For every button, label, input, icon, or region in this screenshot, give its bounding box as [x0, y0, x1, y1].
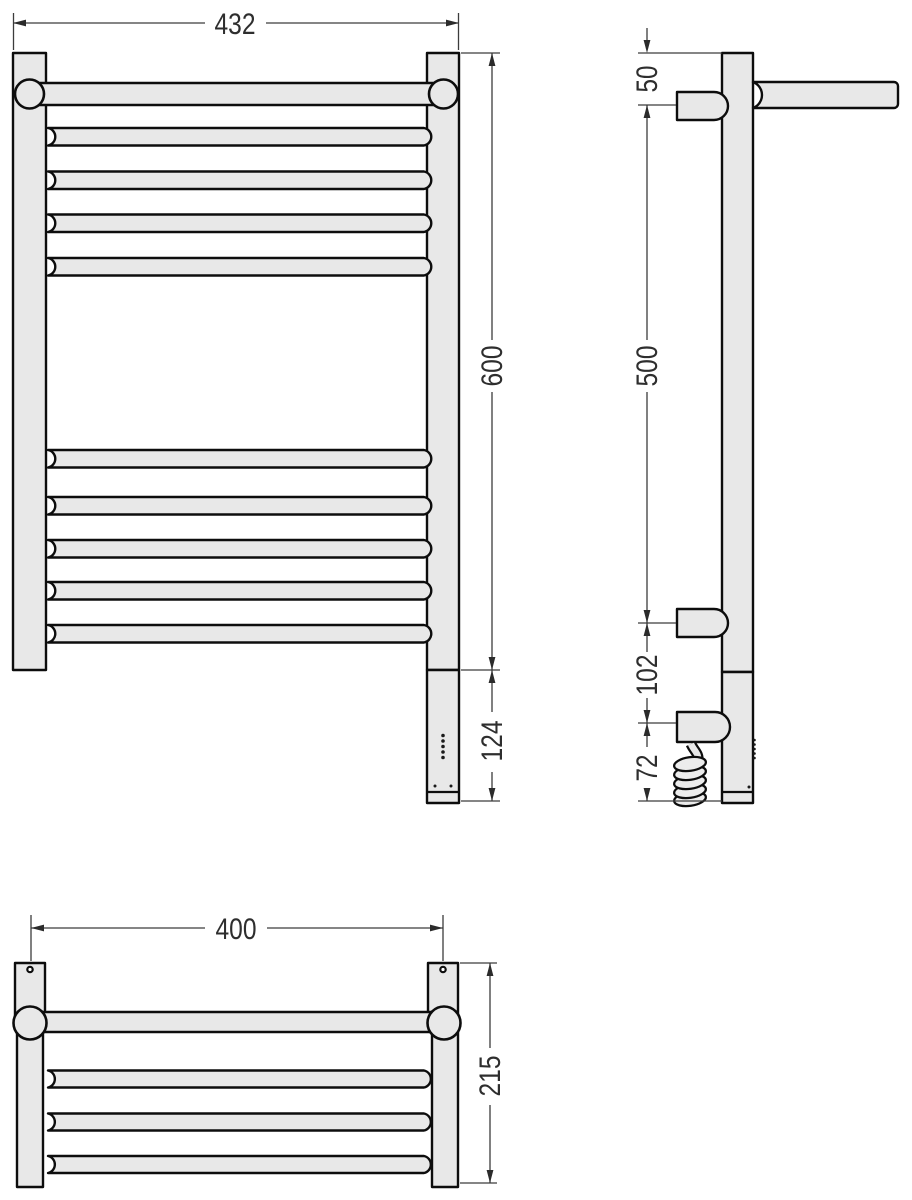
side-riser: [722, 53, 753, 672]
arrowhead: [489, 53, 496, 66]
housing-screw-dot: [450, 785, 453, 788]
arrowhead: [487, 963, 494, 976]
dimension-side-bracket-to-box: [631, 623, 676, 723]
side-top-wall-bracket: [677, 92, 728, 120]
side-bottom-wall-bracket: [677, 609, 728, 637]
rung: [48, 172, 431, 190]
rung: [48, 625, 431, 643]
front-view: [13, 53, 459, 803]
arrowhead: [644, 105, 651, 118]
top-view: [14, 963, 461, 1187]
dimension-top-mount-spacing: [31, 913, 443, 961]
rung: [48, 497, 431, 515]
arrowhead: [446, 20, 459, 27]
top-right-corner-joint: [428, 1007, 461, 1040]
rung: [48, 582, 431, 600]
dim-label-front-lower-section: 124: [475, 711, 509, 762]
dim-label-side-bracket-to-box: 102: [630, 645, 664, 696]
dim-label-top-depth: 215: [473, 1046, 507, 1097]
arrowhead: [13, 20, 26, 27]
dim-label-side-bracket-span: 500: [630, 336, 664, 387]
dim-label-front-height: 600: [475, 336, 509, 387]
dim-label-top-mount-spacing: 400: [215, 912, 257, 946]
spiral-cable: [673, 744, 707, 808]
arrowhead: [644, 710, 651, 723]
rung: [48, 1114, 431, 1131]
arrowhead: [489, 657, 496, 670]
housing-screw-dot: [434, 785, 437, 788]
dimension-top-depth: [460, 963, 507, 1183]
front-top-rail-left-joint: [15, 80, 44, 109]
arrowhead: [644, 610, 651, 623]
dim-label-side-top-to-bracket: 50: [630, 59, 664, 93]
rung: [48, 1071, 431, 1088]
dimension-side-bracket-span: [631, 105, 676, 623]
arrowhead: [644, 723, 651, 736]
rung: [48, 450, 431, 468]
side-screw-dot: [748, 786, 751, 789]
dim-label-side-box-to-cable-end: 72: [630, 748, 664, 782]
dim-label-front-width: 432: [214, 7, 256, 41]
arrowhead: [430, 925, 443, 932]
arrowhead: [644, 40, 651, 53]
front-rungs: [48, 128, 431, 643]
rung: [48, 128, 431, 146]
rung: [48, 215, 431, 233]
arrowhead: [489, 788, 496, 801]
arrowhead: [489, 670, 496, 683]
front-top-rail: [29, 83, 444, 105]
right-mount-hole: [440, 967, 445, 972]
rung: [48, 1156, 431, 1173]
front-top-rail-right-joint: [429, 80, 458, 109]
top-right-side-tube: [432, 1023, 458, 1187]
rung: [48, 540, 431, 558]
front-right-riser: [427, 53, 459, 670]
side-connection-box: [677, 712, 730, 742]
arrowhead: [487, 1170, 494, 1183]
arrowhead: [644, 788, 651, 801]
top-left-side-tube: [17, 1023, 43, 1187]
left-mount-hole: [27, 967, 32, 972]
dimension-front-height: [461, 53, 509, 670]
top-shelf-rungs: [48, 1071, 431, 1174]
side-shelf-rail: [753, 82, 898, 108]
arrowhead: [644, 623, 651, 636]
top-left-corner-joint: [14, 1007, 47, 1040]
side-view: [673, 53, 898, 808]
rung: [48, 258, 431, 276]
arrowhead: [31, 925, 44, 932]
front-left-riser: [13, 53, 46, 670]
dimension-front-lower-section: [461, 670, 509, 801]
dimension-front-width: [13, 8, 459, 50]
top-front-rail: [30, 1012, 444, 1032]
